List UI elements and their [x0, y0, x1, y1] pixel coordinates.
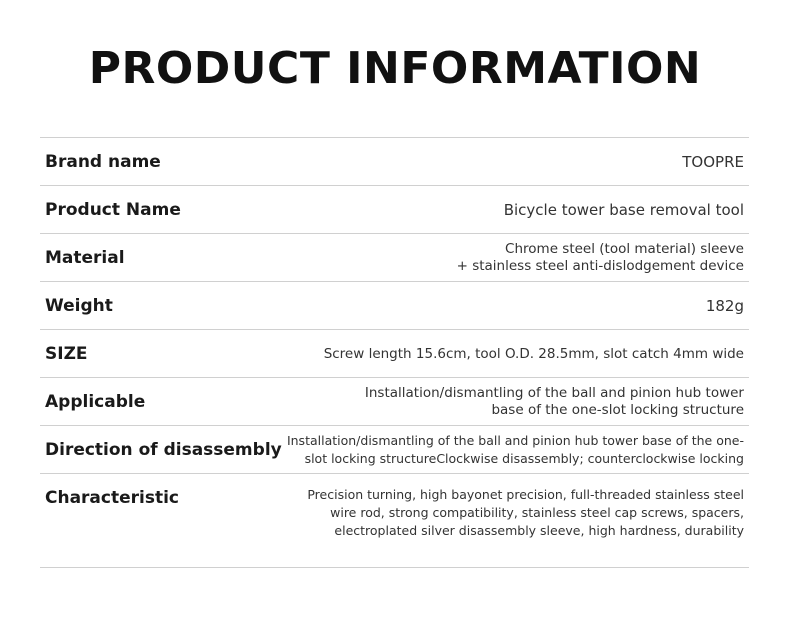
value-line: wire rod, strong compatibility, stainless steel cap screws, spacers,: [330, 505, 744, 520]
row-label: Applicable: [45, 392, 146, 412]
value-line: Installation/dismantling of the ball and pinion hub tower base of the one-: [286, 433, 744, 448]
value-line: 182g: [705, 297, 744, 315]
row-label: Product Name: [45, 200, 181, 220]
table-row-brand-name: [40, 138, 749, 186]
table-row-applicable: [40, 378, 749, 426]
table-row-product-name: [40, 186, 749, 234]
page-title: PRODUCT INFORMATION: [88, 43, 702, 94]
value-line: Chrome steel (tool material) sleeve: [505, 241, 744, 257]
row-value: [457, 234, 744, 282]
row-label: Characteristic: [45, 488, 179, 508]
row-label: Material: [45, 248, 125, 268]
table-row-size: [40, 330, 749, 378]
row-value: [307, 486, 744, 540]
value-line: Bicycle tower base removal tool: [503, 201, 744, 219]
product-info-table: [40, 137, 749, 568]
row-label: Weight: [45, 296, 113, 316]
value-line: + stainless steel anti-dislodgement device: [456, 258, 744, 274]
value-line: electroplated silver disassembly sleeve, high hardness, durability: [334, 523, 744, 538]
row-label: Brand name: [45, 152, 161, 172]
row-value: [682, 138, 744, 186]
value-line: slot locking structureClockwise disassembly; counterclockwise locking: [304, 451, 744, 466]
value-line: base of the one-slot locking structure: [491, 402, 744, 418]
row-value: [504, 186, 744, 234]
value-line: TOOPRE: [682, 153, 744, 171]
table-row-weight: [40, 282, 749, 330]
row-value: [324, 330, 744, 378]
table-row-direction-of-disassembly: [40, 426, 749, 474]
row-label: SIZE: [45, 344, 88, 364]
row-value: [287, 426, 744, 474]
row-value: [365, 378, 744, 426]
table-row-material: [40, 234, 749, 282]
table-row-characteristic: [40, 474, 749, 568]
value-line: Screw length 15.6cm, tool O.D. 28.5mm, slot catch 4mm wide: [323, 345, 744, 362]
row-label: Direction of disassembly: [45, 440, 282, 460]
row-value: [706, 282, 744, 330]
value-line: Installation/dismantling of the ball and pinion hub tower: [364, 385, 744, 401]
value-line: Precision turning, high bayonet precision, full-threaded stainless steel: [307, 487, 744, 502]
